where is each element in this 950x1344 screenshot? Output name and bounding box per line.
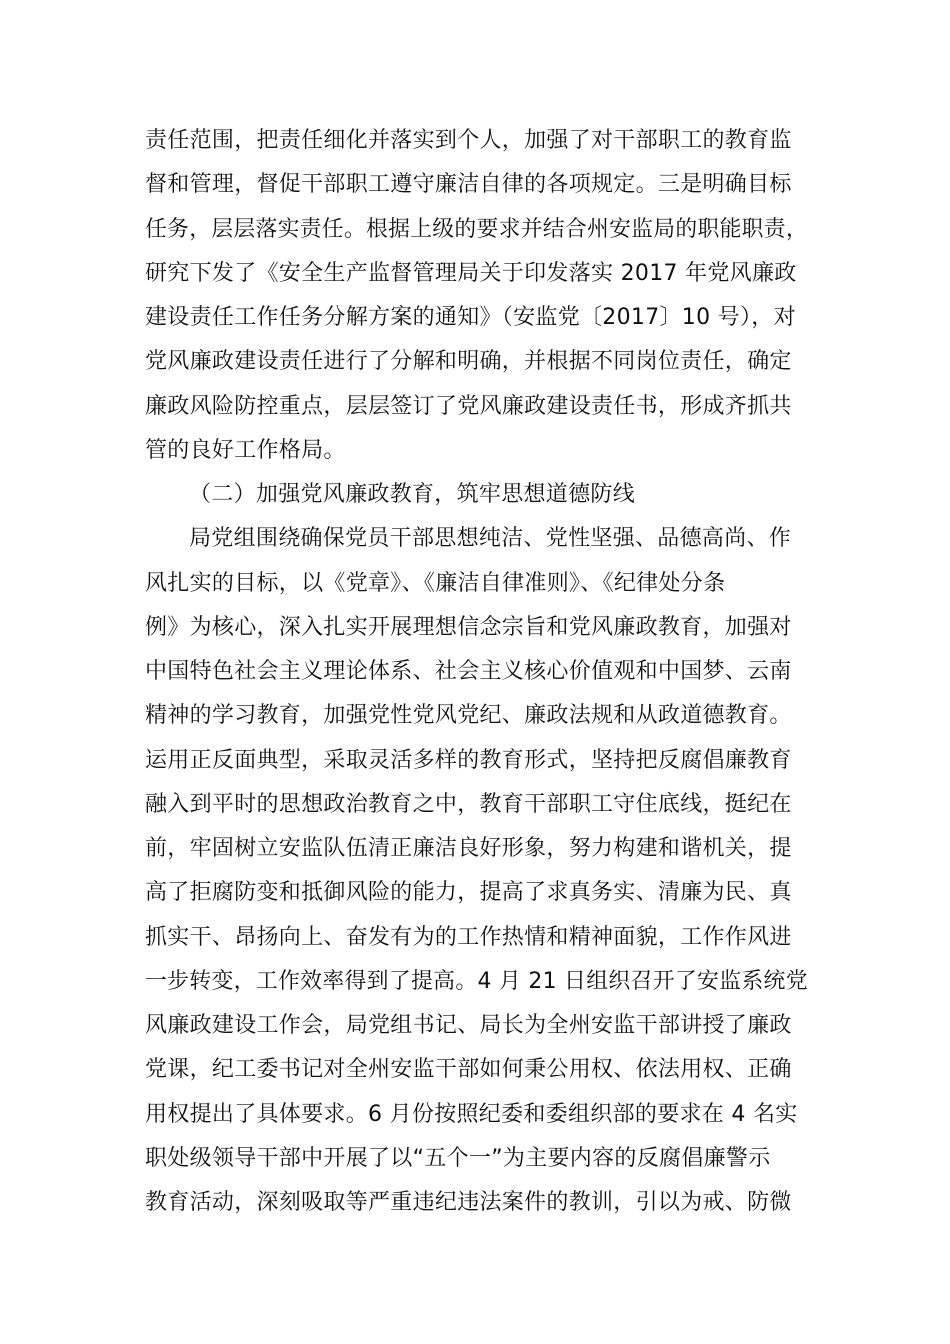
text-line: 融入到平时的思想政治教育之中，教育干部职工守住底线，挺纪在 — [145, 792, 792, 817]
text-line: 抓实干、昂扬向上、奋发有为的工作热情和精神面貌，工作作风进 — [145, 925, 792, 950]
text-line: 中国特色社会主义理论体系、社会主义核心价值观和中国梦、云南 — [145, 659, 792, 684]
text-line: 教育活动，深刻吸取等严重违纪违法案件的教训，引以为戒、防微 — [145, 1190, 792, 1215]
text-line: 精神的学习教育，加强党性党风党纪、廉政法规和从政道德教育。 — [145, 703, 792, 728]
text-line: 建设责任工作任务分解方案的通知》（安监党〔2017〕10 号），对 — [145, 305, 796, 330]
text-line: 管的良好工作格局。 — [145, 438, 346, 463]
text-line: 前，牢固树立安监队伍清正廉洁良好形象，努力构建和谐机关，提 — [145, 836, 792, 861]
section-heading: （二）加强党风廉政教育，筑牢思想道德防线 — [189, 482, 636, 507]
text-line: 责任范围，把责任细化并落实到个人，加强了对干部职工的教育监 — [145, 128, 792, 153]
text-line: 高了拒腐防变和抵御风险的能力，提高了求真务实、清廉为民、真 — [145, 880, 792, 905]
text-line: 党课，纪工委书记对全州安监干部如何秉公用权、依法用权、正确 — [145, 1057, 792, 1082]
text-line: 廉政风险防控重点，层层签订了党风廉政建设责任书，形成齐抓共 — [145, 394, 792, 419]
text-line: 研究下发了《安全生产监督管理局关于印发落实 2017 年党风廉政 — [145, 261, 797, 286]
text-line: 风扎实的目标，以《党章》、《廉洁自律准则》、《纪律处分条 — [145, 571, 726, 596]
text-line: 督和管理，督促干部职工遵守廉洁自律的各项规定。三是明确目标 — [145, 172, 792, 197]
text-line: 用权提出了具体要求。6 月份按照纪委和委组织部的要求在 4 名实 — [145, 1102, 798, 1127]
text-line: 任务，层层落实责任。根据上级的要求并结合州安监局的职能职责， — [145, 217, 808, 242]
text-line: 一步转变，工作效率得到了提高。4 月 21 日组织召开了安监系统党 — [145, 969, 808, 994]
paragraph-first-line: 局党组围绕确保党员干部思想纯洁、党性坚强、品德高尚、作 — [189, 526, 792, 551]
text-line: 党风廉政建设责任进行了分解和明确，并根据不同岗位责任，确定 — [145, 349, 792, 374]
text-line: 运用正反面典型，采取灵活多样的教育形式，坚持把反腐倡廉教育 — [145, 748, 792, 773]
text-line: 风廉政建设工作会，局党组书记、局长为全州安监干部讲授了廉政 — [145, 1013, 792, 1038]
text-line: 例》为核心，深入扎实开展理想信念宗旨和党风廉政教育，加强对 — [145, 615, 792, 640]
text-line: 职处级领导干部中开展了以“五个一”为主要内容的反腐倡廉警示 — [145, 1146, 771, 1171]
